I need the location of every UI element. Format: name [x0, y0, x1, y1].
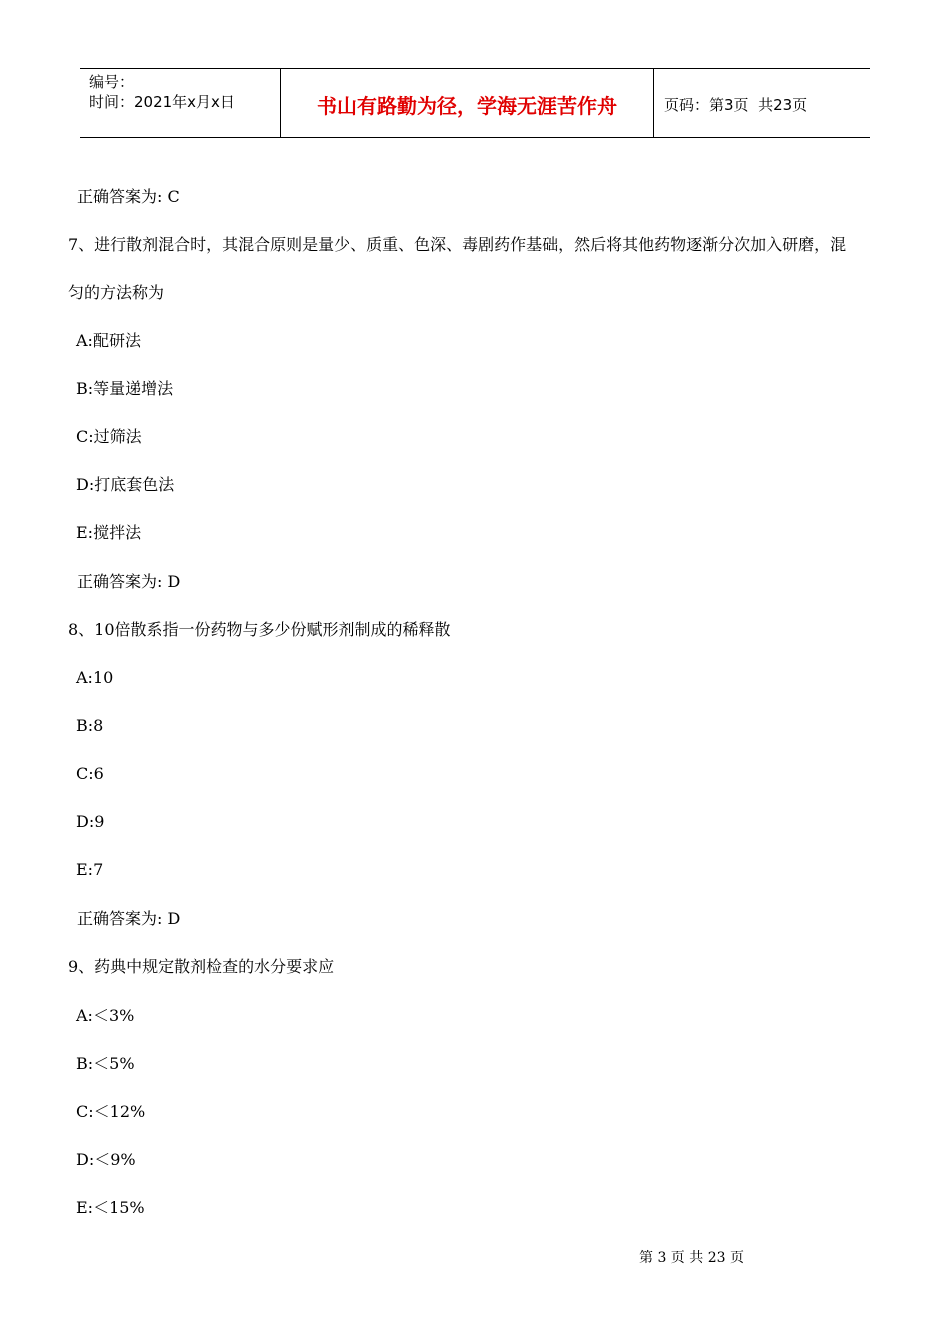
- option-b: B:8: [76, 716, 104, 735]
- page-header: [80, 68, 870, 138]
- option-c: C:＜12%: [76, 1102, 146, 1121]
- option-e: E:7: [76, 860, 104, 879]
- question-8: 8、10倍散系指一份药物与多少份赋形剂制成的稀释散: [68, 620, 451, 639]
- answer-line: 正确答案为: C: [77, 187, 180, 206]
- answer-line: 正确答案为: D: [77, 572, 181, 591]
- question-9: 9、药典中规定散剂检查的水分要求应: [68, 957, 335, 976]
- option-b: B:等量递增法: [76, 379, 174, 398]
- header-motto: 书山有路勤为径，学海无涯苦作舟: [281, 69, 654, 137]
- answer-line: 正确答案为: D: [77, 909, 181, 928]
- page-footer: 第 3 页 共 23 页: [639, 1250, 744, 1266]
- option-d: D:＜9%: [76, 1150, 136, 1169]
- option-c: C:6: [76, 764, 104, 783]
- question-7-line-1: 7、进行散剂混合时，其混合原则是量少、质重、色深、毒剧药作基础，然后将其他药物逐渐分次加入研磨，混: [68, 235, 847, 254]
- option-a: A:配研法: [76, 331, 141, 350]
- header-meta: [80, 69, 281, 137]
- option-e: E:搅拌法: [76, 523, 142, 542]
- option-a: A:10: [76, 668, 114, 687]
- option-a: A:＜3%: [76, 1006, 135, 1025]
- question-7-line-2: 匀的方法称为: [68, 283, 165, 302]
- header-page-label: 页码：第3页 共23页: [664, 95, 808, 114]
- option-d: D:9: [76, 812, 105, 831]
- number-label: 编号：: [89, 73, 135, 91]
- option-b: B:＜5%: [76, 1054, 135, 1073]
- option-c: C:过筛法: [76, 427, 142, 446]
- option-e: E:＜15%: [76, 1198, 145, 1217]
- date-label: 时间：2021年x月x日: [89, 93, 235, 111]
- option-d: D:打底套色法: [76, 475, 175, 494]
